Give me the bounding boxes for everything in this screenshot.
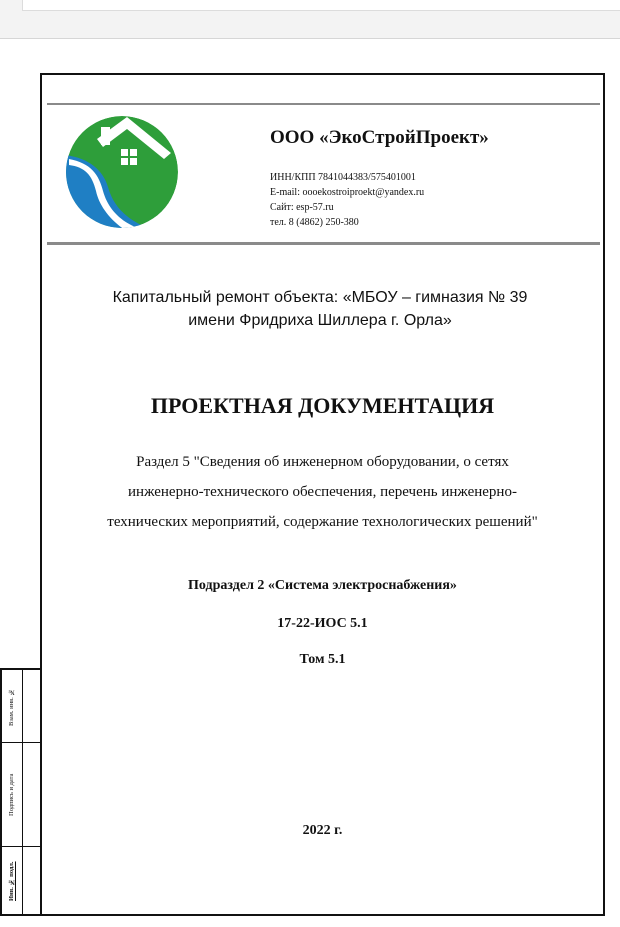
object-line-2: имени Фридриха Шиллера г. Орла» xyxy=(188,312,452,329)
stamp-row-divider xyxy=(2,742,42,743)
company-site: Сайт: esp-57.ru xyxy=(270,202,334,213)
section-line-1: Раздел 5 "Сведения об инженерном оборудовании, о сетях xyxy=(136,454,509,470)
company-inn: ИНН/КПП 7841044383/575401001 xyxy=(270,172,416,183)
object-line-1: Капитальный ремонт объекта: «МБОУ – гимназия № 39 xyxy=(112,289,528,306)
document-year: 2022 г. xyxy=(302,823,343,838)
subsection-title: Подраздел 2 «Система электроснабжения» xyxy=(188,578,457,593)
side-stamp xyxy=(0,668,42,916)
company-name: ООО «ЭкоСтройПроект» xyxy=(270,127,489,148)
section-description xyxy=(60,447,585,537)
document-code: 17-22-ИОС 5.1 xyxy=(277,616,368,631)
company-email: E-mail: oooekostroiproekt@yandex.ru xyxy=(270,187,425,198)
viewer-toolbar xyxy=(0,0,620,39)
stamp-label-replacement: Взам. инв. № xyxy=(8,688,15,726)
company-phone: тел. 8 (4862) 250-380 xyxy=(270,217,359,228)
stamp-label-inventory: Инв. № подл. xyxy=(8,861,15,901)
section-line-3: технических мероприятий, содержание технологических решений" xyxy=(107,514,538,530)
viewer-tab xyxy=(22,0,620,11)
document-title: ПРОЕКТНАЯ ДОКУМЕНТАЦИЯ xyxy=(150,393,495,418)
header-rule-top xyxy=(47,103,600,105)
header-rule-bottom xyxy=(47,242,600,245)
company-details xyxy=(270,170,424,230)
stamp-row-divider xyxy=(2,846,42,847)
stamp-label-signature: Подпись и дата xyxy=(8,773,15,817)
stamp-column-divider xyxy=(22,670,23,914)
company-logo-icon xyxy=(63,115,181,230)
volume-number: Том 5.1 xyxy=(299,652,346,667)
object-description xyxy=(60,286,580,332)
section-line-2: инженерно-технического обеспечения, перечень инженерно- xyxy=(128,484,517,500)
